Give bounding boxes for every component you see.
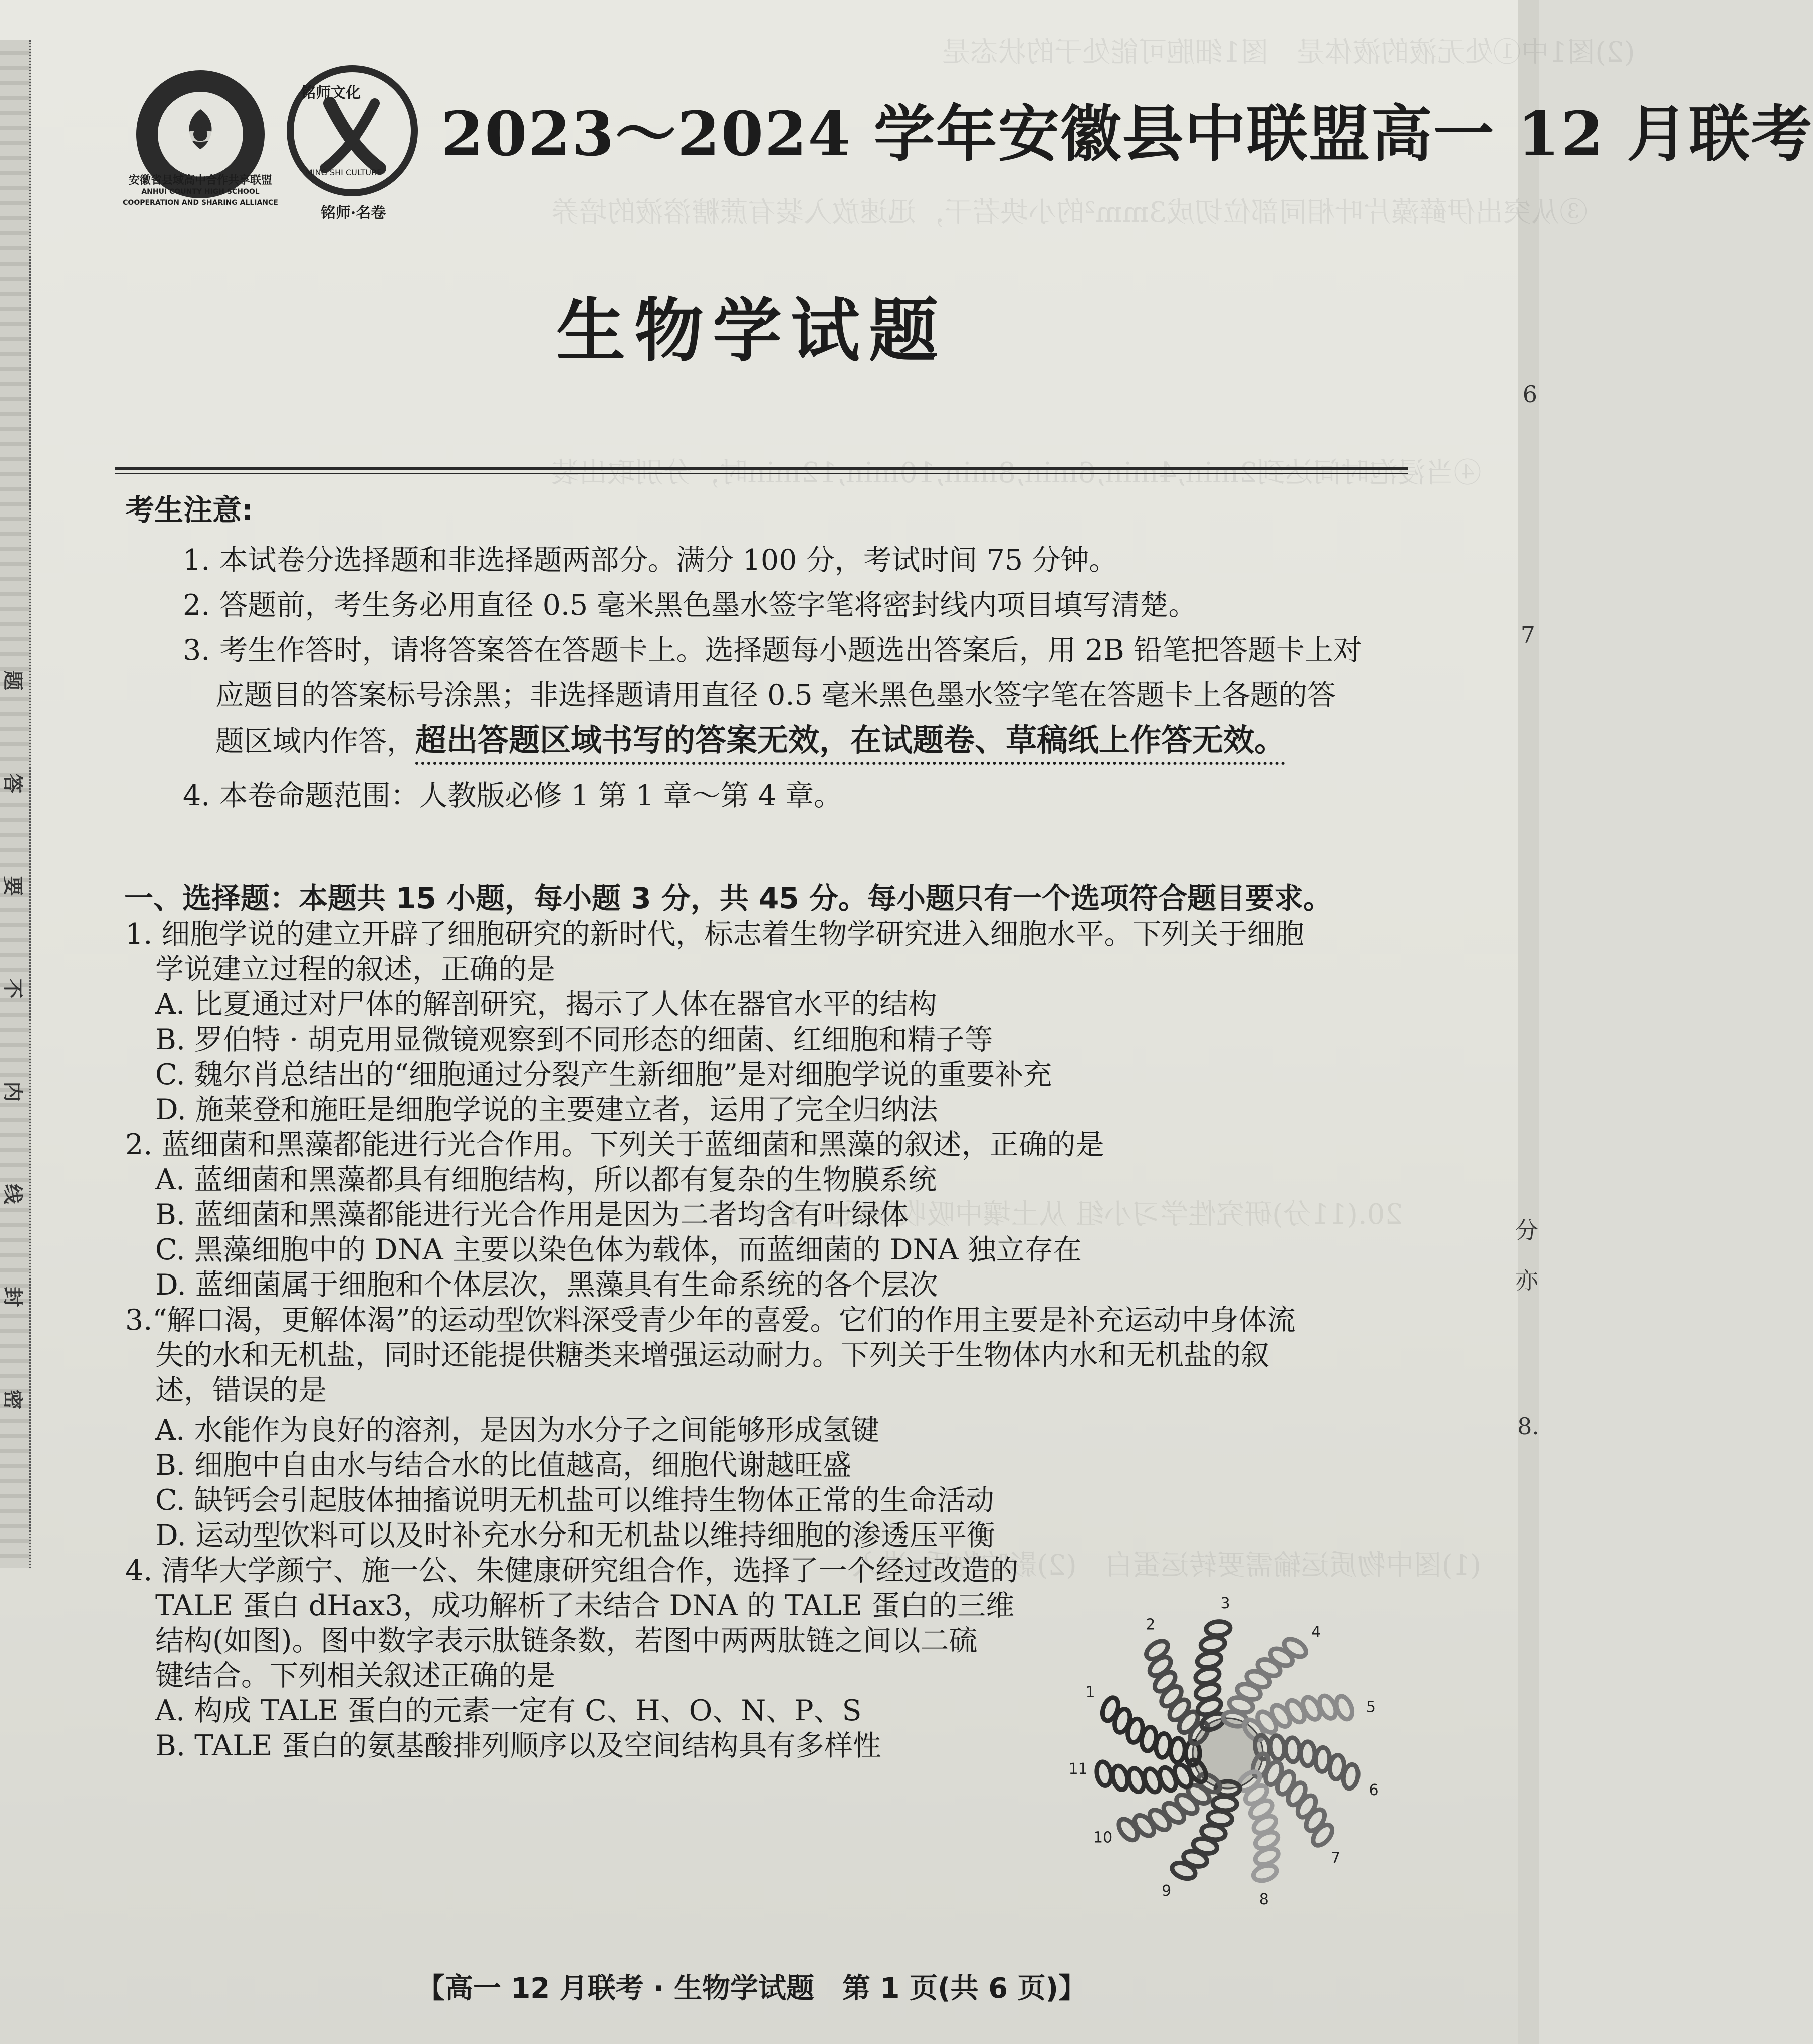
bleed-through: 20.(11分)研究性学习小组 从土壤中吸收物质a、b的 (752, 1198, 1403, 1231)
bleed-through: ④当浸泡时间达到2min,4min,6min,8min,10min,12min时，分别取出装 (551, 457, 1482, 489)
question-3-option-b: B. 细胞中自由水与结合水的比值越高，细胞代谢越旺盛 (155, 1449, 852, 1482)
notice-item: 3. 考生作答时，请将答案答在答题卡上。选择题每小题选出答案后，用 2B 铅笔把答题卡上对 (183, 634, 1362, 667)
question-3-option-c: C. 缺钙会引起肢体抽搐说明无机盐可以维持生物体正常的生命活动 (155, 1484, 994, 1517)
helix-coil (1285, 1780, 1309, 1808)
notice-item-cont: 应题目的答案标号涂黑；非选择题请用直径 0.5 毫米黑色墨水签字笔在答题卡上各题的答 (215, 679, 1336, 712)
header-rule (115, 467, 1408, 470)
notice-emphasis: 超出答题区域书写的答案无效，在试题卷、草稿纸上作答无效。 (415, 722, 1286, 758)
question-1-stem: 1. 细胞学说的建立开辟了细胞研究的新时代，标志着生物学研究进入细胞水平。下列关于细胞 (125, 918, 1304, 951)
helix-coil (1285, 1737, 1300, 1762)
subject-title: 生物学试题 (556, 291, 947, 371)
notice-item: 2. 答题前，考生务必用直径 0.5 毫米黑色墨水签字笔将密封线内项目填写清楚。 (183, 589, 1197, 622)
helix-coil (1244, 1668, 1272, 1690)
question-3-stem-cont: 述，错误的是 (155, 1374, 327, 1407)
notice-item-cont-text: 题区域内作答， (215, 725, 415, 758)
question-2-option-c: C. 黑藻细胞中的 DNA 主要以染色体为载体，而蓝细菌的 DNA 独立存在 (155, 1233, 1082, 1266)
edge-glyph: 亦 (1515, 1267, 1538, 1294)
seal-char: 不 (1, 978, 25, 999)
question-4-stem-cont: 键结合。下列相关叙述正确的是 (155, 1659, 555, 1692)
section-heading: 一、选择题：本题共 15 小题，每小题 3 分，共 45 分。每小题只有一个选项符合题目要求。 (124, 881, 1332, 915)
edge-glyph: 8. (1517, 1413, 1539, 1440)
alliance-emblem-icon (165, 99, 236, 169)
helix-coil (1110, 1764, 1129, 1791)
edge-glyph: 分 (1515, 1217, 1538, 1244)
peptide-chain (1095, 1757, 1209, 1794)
chain-number-label: 8 (1259, 1891, 1269, 1909)
edge-glyph: 6 (1522, 381, 1537, 408)
question-3-stem-cont: 失的水和无机盐，同时还能提供糖类来增强运动耐力。下列关于生物体内水和无机盐的叙 (155, 1339, 1269, 1372)
question-4-stem-cont: TALE 蛋白 dHax3，成功解析了未结合 DNA 的 TALE 蛋白的三维 (155, 1589, 1015, 1622)
helix-coil (1200, 1636, 1225, 1653)
protein-structure-diagram (1042, 1588, 1408, 1914)
question-2-stem: 2. 蓝细菌和黑藻都能进行光合作用。下列关于蓝细菌和黑藻的叙述，正确的是 (125, 1128, 1104, 1161)
question-3-option-a: A. 水能作为良好的溶剂，是因为水分子之间能够形成氢键 (155, 1414, 880, 1447)
question-4-stem-cont: 结构(如图)。图中数字表示肽链条数，若图中两两肽链之间以二硫 (155, 1624, 978, 1657)
question-2-option-a: A. 蓝细菌和黑藻都具有细胞结构，所以都有复杂的生物膜系统 (155, 1163, 937, 1196)
question-1-option-c: C. 魏尔肖总结出的“细胞通过分裂产生新细胞”是对细胞学说的重要补充 (155, 1058, 1052, 1091)
edge-glyph: 7 (1520, 621, 1535, 648)
notice-heading: 考生注意: (125, 493, 254, 527)
notice-item: 1. 本试卷分选择题和非选择题两部分。满分 100 分，考试时间 75 分钟。 (183, 544, 1118, 577)
seal-line-text (1, 666, 25, 1414)
helix-coil (1268, 1645, 1296, 1669)
helix-coil (1301, 1742, 1315, 1766)
helix-coil (1170, 1738, 1186, 1763)
chain-number-label: 2 (1146, 1616, 1156, 1634)
mingshi-ring-text-en: MING SHI CULTURE (306, 168, 382, 177)
tale-protein-figure (1042, 1588, 1408, 1914)
chain-number-label: 3 (1220, 1595, 1230, 1612)
seal-char: 答 (1, 773, 25, 794)
helix-coil (1212, 1796, 1237, 1811)
exam-header-title: 2023～2024 学年安徽县中联盟高一 12 月联考 (441, 98, 1813, 170)
question-1-option-b: B. 罗伯特 · 胡克用显微镜观察到不同形态的细菌、红细胞和精子等 (155, 1023, 993, 1056)
notice-item: 4. 本卷命题范围：人教版必修 1 第 1 章～第 4 章。 (183, 779, 843, 812)
chain-number-label: 5 (1366, 1698, 1376, 1716)
question-1-option-a: A. 比夏通过对尸体的解剖研究，揭示了人体在器官水平的结构 (155, 988, 937, 1021)
header-rule-thin (115, 473, 1408, 474)
question-3-option-d: D. 运动型饮料可以及时补充水分和无机盐以维持细胞的渗透压平衡 (155, 1519, 995, 1552)
seal-char: 内 (1, 1081, 25, 1102)
bleed-through: ③从突出伊藓藻片叶相同部位切成3mm²的小块若干，迅速放入装有蔗糖溶液的培养 (551, 196, 1588, 229)
question-1-stem-cont: 学说建立过程的叙述，正确的是 (155, 953, 555, 986)
question-2-option-d: D. 蓝细菌属于细胞和个体层次，黑藻具有生命系统的各个层次 (155, 1268, 938, 1302)
helix-coil (1206, 1621, 1231, 1637)
seal-char: 封 (1, 1287, 25, 1307)
question-1-option-d: D. 施莱登和施旺是细胞学说的主要建立者，运用了完全归纳法 (155, 1093, 938, 1126)
alliance-logo-caption: 安徽省县域高中合作共享联盟 ANHUI COUNTY HIGH SCHOOL COOPERATION AND SHARING ALLIANCE (123, 174, 278, 207)
seal-char: 密 (1, 1389, 25, 1410)
chain-number-label: 7 (1331, 1849, 1341, 1867)
helix-coil (1274, 1769, 1298, 1797)
notice-item-cont (215, 724, 1285, 758)
question-4-stem: 4. 清华大学颜宁、施一公、朱健康研究组合作，选择了一个经过改造的 (125, 1554, 1019, 1587)
bleed-through: (2)图1中①处无液的液体是 图1细胞可能处于的状态是 (942, 36, 1635, 69)
next-page-edge (1518, 0, 1539, 2044)
helix-coil (1269, 1735, 1286, 1760)
helix-coil (1281, 1636, 1309, 1660)
mingshi-logo-caption: 铭师·名卷 (320, 204, 386, 222)
question-4-option-b: B. TALE 蛋白的氨基酸排列顺序以及空间结构具有多样性 (155, 1729, 881, 1762)
helix-coil (1115, 1816, 1141, 1843)
question-2-option-b: B. 蓝细菌和黑藻都能进行光合作用是因为二者均含有叶绿体 (155, 1198, 909, 1231)
question-4-option-a: A. 构成 TALE 蛋白的元素一定有 C、H、O、N、P、S (155, 1694, 862, 1727)
seal-char: 线 (1, 1184, 25, 1204)
chain-number-label: 10 (1093, 1829, 1113, 1847)
question-3-stem: 3.“解口渴，更解体渴”的运动型饮料深受青少年的喜爱。它们的作用主要是补充运动中身体流 (125, 1304, 1296, 1337)
helix-coil (1294, 1793, 1319, 1820)
helix-coil (1309, 1821, 1335, 1849)
chain-number-label: 6 (1369, 1781, 1379, 1799)
seal-char: 要 (1, 876, 25, 896)
bleed-through: (1)图中物质运输需要转运蛋白 (2)影响物质a进入 (852, 1549, 1482, 1582)
helix-coil (1196, 1651, 1223, 1669)
seal-char: 题 (1, 670, 25, 691)
mingshi-ring-text: 铭师文化 (301, 84, 361, 102)
helix-coil (1251, 1863, 1278, 1883)
chain-number-label: 11 (1068, 1760, 1088, 1778)
helix-coil (1255, 1656, 1283, 1679)
helix-coil (1095, 1761, 1113, 1787)
page-footer: 【高一 12 月联考 · 生物学试题 第 1 页(共 6 页)】 (416, 1972, 1087, 2005)
chain-number-label: 4 (1311, 1623, 1321, 1641)
chain-number-label: 1 (1085, 1683, 1095, 1701)
chain-number-label: 9 (1162, 1882, 1172, 1900)
